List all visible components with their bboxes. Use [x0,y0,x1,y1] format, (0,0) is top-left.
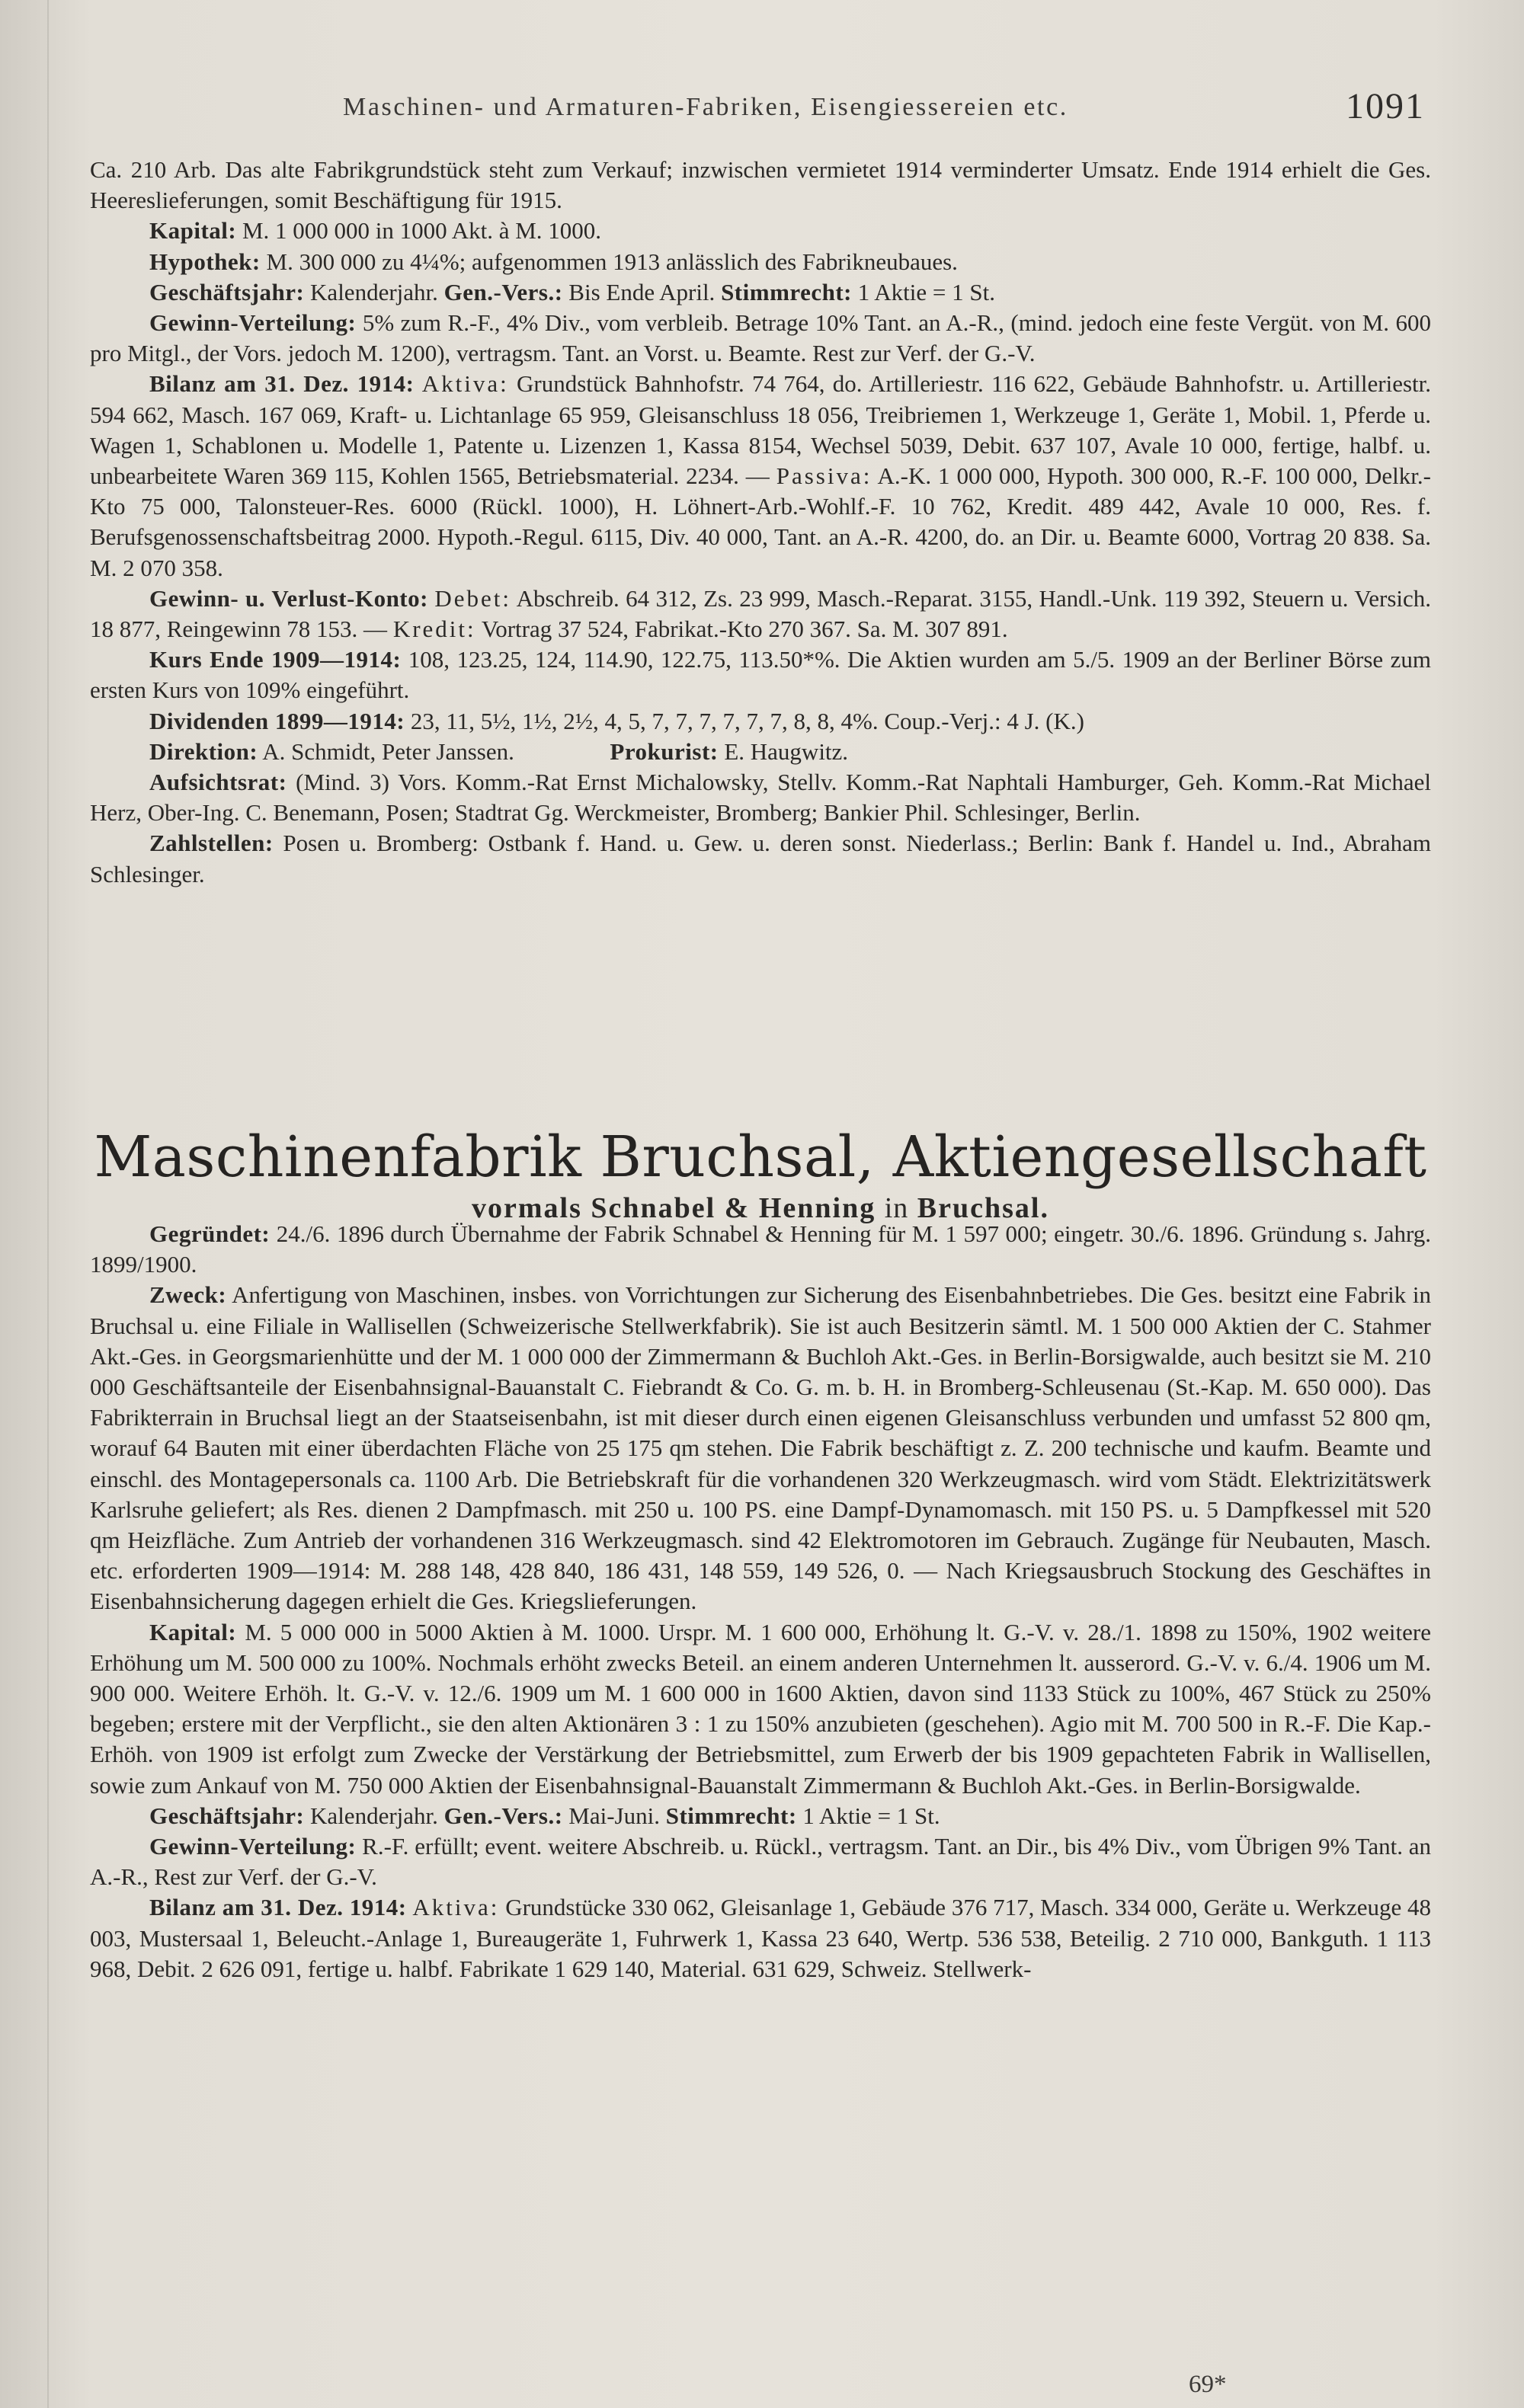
entry-1-direktion [90,737,1431,767]
entry-1-aufsichtsrat [90,767,1431,828]
entry-2-kapital [90,1617,1431,1801]
company-title: Maschinenfabrik Bruchsal, Aktiengesellschaft [94,1124,1427,1190]
passiva-label: Passiva: [776,462,872,490]
debet-text: Abschreib. 64 312, Zs. 23 999, Masch.-Reparat. 3155, Handl.-Unk. 119 392, Steuern u. Versich. 18 877, Reingewinn 78 153. — [90,584,1431,643]
entry-2-zweck [90,1280,1431,1617]
stimmrecht-text: 1 Aktie = 1 St. [802,1802,940,1829]
geschaeftsjahr-label: Geschäftsjahr: [149,278,305,305]
gegruendet-text: 24./6. 1896 durch Übernahme der Fabrik Schnabel & Henning für M. 1 597 000; eingetr. 30./6. 1896. Gründung s. Jahrg. 1899/1900. [90,1220,1431,1278]
stimmrecht-text: 1 Aktie = 1 St. [857,278,995,305]
page-number: 1091 [1346,86,1425,126]
kapital-text: M. 5 000 000 in 5000 Aktien à M. 1000. Urspr. M. 1 600 000, Erhöhung lt. G.-V. v. 28./1. 1898 zu 150%, 1902 weitere Erhöhung um M. 500 000 zu 100%. Nochmals erhöht zwecks Beteil. an einem anderen Unternehmen lt. ausserord. G.-V. v. 6./4. 1906 um M. 900 000. Weitere Erhöh. lt. G.-V. v. 12./6. 1909 um M. 1 600 000 in 1600 Aktien, davon sind 1133 Stück zu 100%, 467 Stück zu 250% begeben; erstere mit der Verpflicht., sie den alten Aktionären 3 : 1 zu 150% anzubieten (geschehen). Agio mit M. 700 500 in R.-F. Die Kap.-Erhöh. von 1909 ist erfolgt zum Zwecke der Verstärkung der Betriebsmittel, zum Erwerb der bis 1909 gepachteten Fabrik in Wallisellen, sowie zum Ankauf von M. 750 000 Aktien der Eisenbahnsignal-Bauanstalt Zimmermann & Buchloh Akt.-Ges. in Berlin-Borsigwalde. [90,1618,1431,1799]
bilanz-label: Bilanz am 31. Dez. 1914: [149,370,415,398]
passiva-text: A.-K. 1 000 000, Hypoth. 300 000, R.-F. 100 000, Delkr.-Kto 75 000, Talonsteuer-Res. 6000 (Rückl. 1000), H. Löhnert-Arb.-Wohlf.-F. 10 762, Kredit. 489 442, Avale 10 000, Res. f. Berufsgenossenschaftsbeitrag 2000. Hypoth.-Regul. 6115, Div. 40 000, Tant. an A.-R. 4200, do. an Dir. u. Beamte 6000, Vortrag 20 838. Sa. M. 2 070 358. [90,462,1431,581]
zweck-label: Zweck: [149,1281,227,1309]
genvers-text: Mai-Juni. [568,1802,660,1829]
aufsichtsrat-text: (Mind. 3) Vors. Komm.-Rat Ernst Michalowsky, Stellv. Komm.-Rat Naphtali Hamburger, Geh. Komm.-Rat Michael Herz, Ober-Ing. C. Benemann, Posen; Stadtrat Gg. Werckmeister, Bromberg; Bankier Phil. Schlesinger, Berlin. [90,769,1432,827]
debet-label: Debet: [434,584,511,612]
gewinn-label: Gewinn-Verteilung: [149,1833,357,1860]
entry-2-geschaeftsjahr [90,1801,1431,1831]
entry-1-kapital [90,216,1431,246]
entry-1-guv [90,584,1431,644]
page-fold-shadow [47,0,49,2408]
entry-1-intro: Ca. 210 Arb. Das alte Fabrikgrundstück steht zum Verkauf; inzwischen vermietet 1914 verminderter Umsatz. Ende 1914 erhielt die Ges. Heereslieferungen, somit Beschäftigung für 1915. [90,156,1431,214]
kurs-text: 108, 123.25, 124, 114.90, 122.75, 113.50*%. Die Aktien wurden am 5./5. 1909 an der Berliner Börse zum ersten Kurs von 109% eingeführt. [90,646,1431,704]
prokurist-text: E. Haugwitz. [724,737,849,765]
entry-1-gewinn [90,308,1431,369]
kapital-label: Kapital: [149,1618,237,1645]
entry-1-kurs [90,644,1431,705]
aktiva-text: Grundstücke 330 062, Gleisanlage 1, Gebäude 376 717, Masch. 334 000, Geräte u. Werkzeuge 48 003, Mustersaal 1, Beleucht.-Anlage 1, Bureaugeräte 1, Fuhrwerk 1, Kassa 23 640, Wertp. 536 538, Beteilig. 2 710 000, Bankguth. 1 113 968, Debit. 2 626 091, fertige u. halbf. Fabrikate 1 629 140, Material. 631 629, Schweiz. Stellwerk- [90,1894,1431,1982]
gegruendet-label: Gegründet: [149,1220,271,1247]
entry-1-hypothek [90,247,1431,277]
genvers-text: Bis Ende April. [568,278,716,305]
kredit-label: Kredit: [392,616,476,643]
entry-2-body [90,1219,1431,1984]
gewinn-text: R.-F. erfüllt; event. weitere Abschreib. u. Rückl., vertragsm. Tant. an Dir., bis 4% Div., vom Übrigen 9% Tant. an A.-R., Rest zur Verf. der G.-V. [90,1833,1432,1891]
geschaeftsjahr-text: Kalenderjahr. [310,1802,438,1829]
prokurist-label: Prokurist: [610,737,719,765]
gewinn-text: 5% zum R.-F., 4% Div., vom verbleib. Betrage 10% Tant. an A.-R., (mind. jedoch eine feste Vergüt. von M. 600 pro Mitgl., der Vors. jedoch M. 1200), vertragsm. Tant. an Vorst. u. Beamte. Rest zur Verf. der G.-V. [90,309,1431,367]
stimmrecht-label: Stimmrecht: [721,278,852,305]
hypothek-label: Hypothek: [149,248,261,275]
bilanz-label: Bilanz am 31. Dez. 1914: [149,1894,407,1921]
geschaeftsjahr-label: Geschäftsjahr: [149,1802,305,1829]
genvers-label: Gen.-Vers.: [443,1802,563,1829]
guv-label: Gewinn- u. Verlust-Konto: [149,584,428,612]
genvers-label: Gen.-Vers.: [443,278,563,305]
sheet-signature: 69* [1189,2371,1227,2398]
subtitle-former-name: vormals Schnabel & Henning [472,1192,876,1224]
aktiva-label: Aktiva: [421,370,509,398]
entry-1-body [90,155,1431,890]
subtitle-in: in [884,1192,909,1224]
kredit-text: Vortrag 37 524, Fabrikat.-Kto 270 367. Sa. M. 307 891. [481,616,1008,643]
geschaeftsjahr-text: Kalenderjahr. [310,278,438,305]
entry-2-gewinn [90,1831,1431,1892]
page-header [259,85,1425,131]
dividenden-text: 23, 11, 5½, 1½, 2½, 4, 5, 7, 7, 7, 7, 7, 7, 8, 8, 4%. Coup.-Verj.: 4 J. (K.) [410,707,1084,734]
hypothek-text: M. 300 000 zu 4¼%; aufgenommen 1913 anlässlich des Fabrikneubaues. [266,248,958,275]
kapital-label: Kapital: [149,217,237,245]
stimmrecht-label: Stimmrecht: [665,1802,797,1829]
direktion-label: Direktion: [149,737,258,765]
direktion-text: A. Schmidt, Peter Janssen. [262,737,514,765]
subtitle-city: Bruchsal. [917,1192,1049,1224]
aufsichtsrat-label: Aufsichtsrat: [149,769,287,796]
zahlstellen-label: Zahlstellen: [149,830,274,857]
dividenden-label: Dividenden 1899—1914: [149,707,405,734]
aktiva-label: Aktiva: [412,1894,500,1921]
entry-2-gegruendet [90,1219,1431,1280]
entry-1-geschaeftsjahr [90,277,1431,308]
entry-1-dividenden [90,706,1431,737]
entry-1-bilanz [90,369,1431,583]
kapital-text: M. 1 000 000 in 1000 Akt. à M. 1000. [242,217,602,245]
kurs-label: Kurs Ende 1909—1914: [149,646,402,673]
running-title: Maschinen- und Armaturen-Fabriken, Eisengiessereien etc. [343,93,1068,121]
entry-1-zahlstellen [90,828,1431,889]
aktiva-text: Grundstück Bahnhofstr. 74 764, do. Artilleriestr. 116 622, Gebäude Bahnhofstr. u. Artilleriestr. 594 662, Masch. 167 069, Kraft- u. Lichtanlage 65 959, Gleisanschluss 18 056, Treibriemen 1, Werkzeuge 1, Geräte 1, Mobil. 1, Pferde u. Wagen 1, Schablonen u. Modelle 1, Patente u. Lizenzen 1, Kassa 8154, Wechsel 5039, Debit. 637 107, Avale 10 000, fertige, halbf. u. unbearbeitete Waren 369 115, Kohlen 1565, Betriebsmaterial. 2234. — [90,370,1431,490]
entry-2-bilanz [90,1892,1431,1984]
gewinn-label: Gewinn-Verteilung: [149,309,357,337]
zweck-text: Anfertigung von Maschinen, insbes. von Vorrichtungen zur Sicherung des Eisenbahnbetriebes. Die Ges. besitzt eine Fabrik in Bruchsal u. eine Filiale in Wallisellen (Schweizerische Stellwerkfabrik). Sie ist auch Besitzerin sämtl. M. 1 500 000 Aktien der C. Stahmer Akt.-Ges. in Georgsmarienhütte und der M. 1 000 000 der Zimmermann & Buchloh Akt.-Ges. in Berlin-Borsigwalde, auch besitzt sie M. 210 000 Geschäftsanteile der Eisenbahnsignal-Bauanstalt C. Fiebrandt & Co. G. m. b. H. in Bromberg-Schleusenau (St.-Kap. M. 650 000). Das Fabrikterrain in Bruchsal liegt an der Staatseisenbahn, ist mit dieser durch einen eigenen Gleisanschluss verbunden und umfasst 52 800 qm, worauf 64 Bauten mit einer überdachten Fläche von 25 175 qm stehen. Die Fabrik beschäftigt z. Z. 200 technische und kaufm. Beamte und einschl. des Montagepersonals ca. 1100 Arb. Die Betriebskraft für die vorhandenen 320 Werkzeugmasch. wird vom Städt. Elektrizitätswerk Karlsruhe geliefert; als Res. dienen 2 Dampfmasch. mit 250 u. 100 PS. eine Dampf-Dynamomasch. mit 150 PS. u. 5 Dampfkessel mit 520 qm Heizfläche. Zum Antrieb der vorhandenen 316 Werkzeugmasch. sind 42 Elektromotoren im Gebrauch. Zugänge für Neubauten, Masch. etc. erforderten 1909—1914: M. 288 148, 428 840, 186 431, 148 559, 149 526, 0. — Nach Kriegsausbruch Stockung des Geschäftes in Eisenbahnsicherung dagegen erhielt die Ges. Kriegslieferungen. [90,1281,1431,1615]
zahlstellen-text: Posen u. Bromberg: Ostbank f. Hand. u. Gew. u. deren sonst. Niederlass.; Berlin: Bank f. Handel u. Ind., Abraham Schlesinger. [90,830,1431,887]
